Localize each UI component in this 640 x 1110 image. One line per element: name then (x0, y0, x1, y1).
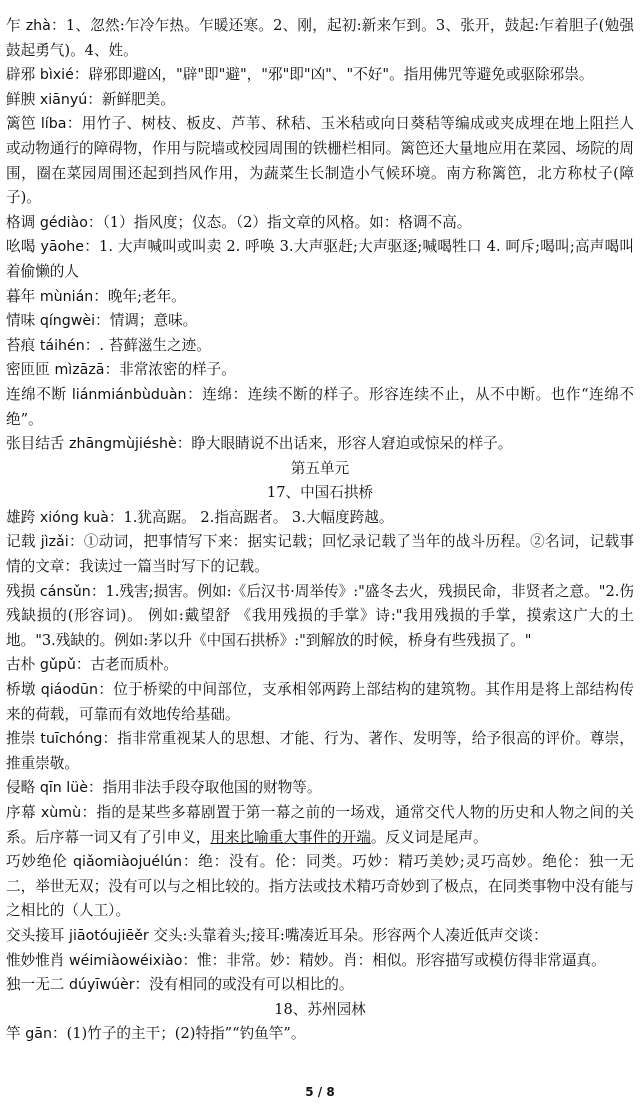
vocab-entry (6, 776, 634, 801)
entry-separator: ： (84, 336, 100, 354)
entry-pinyin: jiāotóujiēěr (69, 927, 149, 944)
entry-definition: 交头:头靠着头;接耳:嘴凑近耳朵。形容两个人凑近低声交谈： (153, 926, 548, 944)
entry-term: 乍 (6, 17, 21, 34)
underlined-phrase: 用来比喻重大事件的开端 (210, 828, 371, 846)
entry-separator: ： (95, 312, 110, 330)
entry-separator: ： (68, 533, 84, 551)
entry-separator: ： (108, 508, 124, 526)
vocab-entry (6, 285, 634, 310)
vocab-entry (6, 383, 634, 432)
entry-separator: ： (87, 90, 102, 108)
entry-term: 惟妙惟肖 (6, 951, 65, 969)
entry-definition: 1、忽然:乍冷乍热。乍暖还寒。2、刚，起初:新来乍到。3、张开，鼓起:乍着胆子(勉强鼓起勇气)。4、姓。 (6, 17, 634, 59)
vocab-entry (6, 949, 634, 974)
vocab-entry (6, 653, 634, 678)
vocab-entry (6, 924, 634, 949)
entry-pinyin: gǔpǔ (39, 657, 76, 674)
entry-separator: ： (182, 853, 199, 871)
entry-separator: ： (87, 213, 103, 231)
entry-term: 苔痕 (6, 336, 36, 354)
document-page (6, 14, 634, 1047)
vocab-entry (6, 14, 634, 63)
entry-definition: 1.犹高踞。 2.指高踞者。 3.大幅度跨越。 (123, 508, 394, 526)
entry-definition: . 苔藓滋生之迹。 (99, 336, 211, 354)
entry-pinyin: qiǎomiàojuélún (73, 854, 183, 871)
vocab-entry (6, 727, 634, 776)
entry-definition: （1）指风度；仪态。（2）指文章的风格。如：格调不高。 (102, 213, 472, 231)
entry-definition: 情调；意味。 (109, 312, 198, 330)
entry-term: 密匝匝 (6, 361, 50, 379)
entry-term: 雄跨 (6, 508, 36, 526)
entry-term: 吆喝 (6, 238, 36, 256)
entry-term: 连绵不断 (6, 385, 67, 403)
entry-definition: (1)竹子的主干；(2)特指”“钓鱼竿”。 (66, 1025, 306, 1043)
entry-definition: 古老而质朴。 (90, 656, 179, 674)
entry-term: 巧妙绝伦 (6, 853, 68, 871)
entry-term: 侵略 (6, 779, 36, 797)
entry-pinyin: bìxié (39, 67, 74, 84)
entry-separator: ： (176, 435, 192, 453)
unit-heading: 第五单元 (290, 459, 350, 477)
entry-definition-tail: 。反义词是尾声。 (370, 828, 488, 846)
vocab-entry (6, 850, 634, 924)
entry-definition: 惟：非常。妙：精妙。肖：相似。形容描写或模仿得非常逼真。 (197, 951, 606, 969)
entry-definition: 1.残害;损害。例如:《后汉书·周举传》:"盛冬去火，残损民命，非贤者之意。"2.伤残缺损的(形容词)。 例如:戴望舒 《我用残损的手掌》诗:"我用残损的手掌，摸索这广大的土地。"3.残缺的。例如:茅以升《中国石拱桥》:"到解放的时候，桥身有些残损了。" (6, 582, 634, 649)
entry-definition: 指的是某些多幕剧置于第一幕之前的一场戏，通常交代人物的历史和人物之间的关系。后序幕一词又有了引申义， (6, 804, 634, 846)
entry-pinyin: táihén (39, 337, 85, 354)
vocab-entry (6, 1022, 634, 1047)
entry-separator: ： (50, 17, 66, 34)
entry-definition: 绝：没有。伦：同类。巧妙：精巧美妙;灵巧高妙。绝伦：独一无二，举世无双；没有可以与之相比较的。指方法或技术精巧奇妙到了极点，在同类事物中没有能与之相比的（人工）。 (6, 853, 634, 920)
entry-pinyin: jìzǎi (40, 534, 69, 551)
vocab-entry (6, 112, 634, 210)
entry-pinyin: zhāngmùjiéshè (69, 436, 177, 453)
entry-pinyin: wéimiàowéixiào (69, 952, 183, 969)
entry-separator: ： (66, 115, 82, 133)
entry-pinyin: xiānyú (39, 91, 88, 108)
entry-term: 残损 (6, 582, 36, 600)
entry-definition: 没有相同的或没有可以相比的。 (149, 976, 354, 994)
entry-term: 序幕 (6, 804, 36, 821)
entry-separator: ： (84, 238, 100, 256)
entry-definition: 晚年;老年。 (107, 287, 186, 305)
lesson-heading: 18、苏州园林 (274, 1000, 366, 1018)
entry-definition: 指用非法手段夺取他国的财物等。 (102, 779, 322, 797)
entry-pinyin: qiáodūn (40, 682, 99, 699)
page-number: 5 / 8 (305, 1085, 335, 1099)
entry-separator: ： (73, 66, 89, 84)
entry-term: 暮年 (6, 287, 36, 305)
entry-term: 篱笆 (6, 115, 36, 133)
entry-pinyin: cánsǔn (39, 583, 91, 600)
entry-definition: 1. 大声喊叫或叫卖 2. 呼唤 3.大声驱赶;大声驱逐;喊喝牲口 4. 呵斥;喝叫;高声喝叫着偷懒的人 (6, 238, 634, 280)
entry-term: 推崇 (6, 730, 36, 748)
vocab-entry (6, 506, 634, 531)
entry-pinyin: mùnián (39, 288, 94, 305)
entry-pinyin: qíngwèi (39, 313, 96, 330)
entry-pinyin: xùmù (40, 805, 82, 821)
entry-definition: 睁大眼睛说不出话来，形容人窘迫或惊呆的样子。 (191, 435, 513, 453)
entry-pinyin: zhà (25, 18, 51, 34)
entry-pinyin: gédiào (39, 214, 88, 231)
vocab-entry (6, 88, 634, 113)
entries-top (6, 14, 634, 457)
entry-pinyin: xióng kuà (39, 509, 109, 526)
vocab-entry-xumu (6, 801, 634, 850)
entry-term: 鲜腴 (6, 90, 36, 108)
entry-separator: ： (98, 681, 114, 699)
lesson-heading: 17、中国石拱桥 (266, 484, 374, 502)
entry-term: 古朴 (6, 656, 36, 674)
entry-term: 桥墩 (6, 681, 36, 699)
entry-definition: 连绵：连续不断的样子。形容连续不止，从不中断。也作“连绵不绝”。 (6, 385, 634, 428)
entry-pinyin: qīn lüè (39, 780, 88, 797)
entry-term: 张目结舌 (6, 435, 65, 453)
entries-lesson18 (6, 1022, 634, 1047)
vocab-entry (6, 309, 634, 334)
entry-separator: ： (186, 385, 203, 403)
entry-pinyin: tuīchóng (40, 731, 103, 748)
entry-definition: 指非常重视某人的思想、才能、行为、著作、发明等，给予很高的评价。尊崇，推重崇敬。 (6, 730, 634, 772)
entry-term: 辟邪 (6, 66, 36, 84)
entry-separator: ： (81, 804, 97, 821)
entry-separator: ： (51, 1025, 67, 1043)
entry-term: 记载 (6, 533, 36, 551)
entry-separator: ： (75, 656, 91, 674)
entry-definition: 位于桥梁的中间部位，支承相邻两跨上部结构的建筑物。其作用是将上部结构传来的荷载，可靠而有效地传给基础。 (6, 681, 634, 723)
entry-definition: 辟邪即避凶，"辟"即"避"，"邪"即"凶"、"不好"。指用佛咒等避免或驱除邪祟。 (88, 66, 594, 84)
entry-separator: ： (90, 582, 106, 600)
entry-term: 独一无二 (6, 976, 65, 994)
entry-pinyin: líba (40, 116, 67, 133)
entry-pinyin: mìzāzā (54, 362, 105, 379)
entry-pinyin: gān (25, 1026, 52, 1043)
entry-pinyin: yāohe (40, 239, 84, 256)
entry-definition: ①动词，把事情写下来：据实记载；回忆录记载了当年的战斗历程。②名词，记载事情的文章：我读过一篇当时写下的记载。 (6, 533, 634, 576)
entry-separator: ： (87, 779, 103, 797)
vocab-entry (6, 63, 634, 88)
entry-separator: ： (104, 361, 120, 379)
entry-definition: 非常浓密的样子。 (119, 361, 236, 379)
vocab-entry (6, 580, 634, 654)
entry-term: 交头接耳 (6, 926, 65, 944)
vocab-entry (6, 973, 634, 998)
vocab-entry (6, 334, 634, 359)
vocab-entry (6, 235, 634, 284)
entries-lesson17 (6, 506, 634, 998)
vocab-entry (6, 358, 634, 383)
entry-term: 情味 (6, 312, 36, 330)
entry-definition: 用竹子、树枝、板皮、芦苇、秫秸、玉米秸或向日葵秸等编成或夹成埋在地上阻拦人或动物通行的障碍物，作用与院墙或校园周围的铁栅栏相同。篱笆还大量地应用在菜园、场院的周围，圈在菜园周围还起到挡风作用，为蔬菜生长制造小气候环境。南方称篱笆，北方称杖子(障子)。 (6, 115, 634, 207)
entry-pinyin: dúyīwúèr (69, 977, 135, 994)
entry-separator: ： (134, 976, 150, 994)
entry-separator: ： (182, 951, 198, 969)
entry-term: 竿 (6, 1025, 21, 1043)
vocab-entry (6, 432, 634, 457)
entry-separator: ： (102, 730, 118, 748)
vocab-entry (6, 678, 634, 727)
vocab-entry (6, 211, 634, 236)
entry-definition: 新鲜肥美。 (101, 90, 175, 108)
entry-separator: ： (93, 287, 108, 305)
vocab-entry (6, 530, 634, 579)
entry-pinyin: liánmiánbùduàn (71, 386, 187, 403)
entry-term: 格调 (6, 213, 36, 231)
